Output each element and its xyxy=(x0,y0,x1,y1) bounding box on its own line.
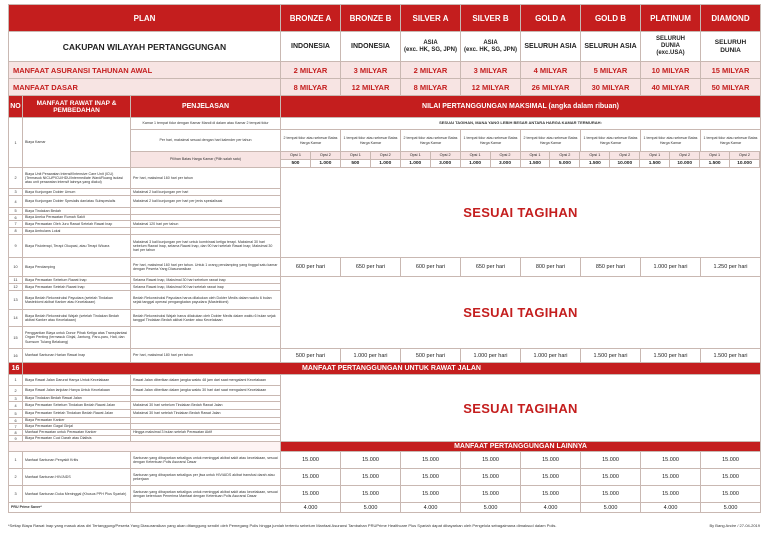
annual-benefit-value: 2 MILYAR xyxy=(281,62,341,79)
opsi-label: Opsi 1 xyxy=(461,152,491,159)
row-benefit-name: Biaya Tindakan Bedah Rawat Jalan xyxy=(23,396,131,402)
row-benefit-name: Biaya Perawatan Setelah Rawat Inap xyxy=(23,284,131,291)
row-benefit-name: Biaya Aneka Perawatan Rumah Sakit xyxy=(23,215,131,221)
prime-saver-spacer xyxy=(131,503,281,513)
row-explanation: Per hari, maksimal 160 hari per tahun xyxy=(131,168,281,189)
row-benefit-name: Biaya Rawat Jalan lanjutan Hanya Untuk Kecelakaan xyxy=(23,386,131,396)
row-benefit-name: Manfaat Santunan HIV/AIDS xyxy=(23,469,131,486)
other-benefit-value: 15.000 xyxy=(341,486,401,503)
room-option: 1 tempat tidur atau sebesar Batas Harga Kamar xyxy=(461,130,521,152)
companion-value: 650 per hari xyxy=(461,258,521,277)
other-benefit-value: 15.000 xyxy=(701,486,761,503)
row-explanation xyxy=(131,228,281,235)
row-explanation: Maksimal 30 hari setelah Tindakan Bedah Rawat Jalan xyxy=(131,410,281,418)
row-no: 5 xyxy=(9,410,23,418)
other-benefit-value: 15.000 xyxy=(521,486,581,503)
row-explanation: Maksimal 2 kali kunjungan per hari per jenis spesialisasi xyxy=(131,196,281,208)
row-no: 8 xyxy=(9,430,23,436)
room-explanation-1: Kamar 1 tempat tidur dengan Kamar Mandi di dalam atau Kamar 2 tempat tidur xyxy=(131,118,281,130)
opsi-value: 1.500 xyxy=(640,160,670,167)
basic-benefit-value: 12 MILYAR xyxy=(341,79,401,96)
basic-benefit-value: 26 MILYAR xyxy=(521,79,581,96)
row-no: 3 xyxy=(9,396,23,402)
row-no: 1 xyxy=(9,452,23,469)
row-no: 9 xyxy=(9,436,23,442)
plan-name: SILVER A xyxy=(401,5,461,32)
row-explanation: Selama Rawat Inap, Maksimal 90 hari setelah rawat inap xyxy=(131,284,281,291)
row-explanation: Maksimal 3 kali kunjungan per hari untuk kombinasi ketiga terapi. Maksimal 30 hari sebelum Rawat Inap, selama Rawat Inap, dan 90 hari setelah Rawat Inap; Maksimal 30 hari per tahun xyxy=(131,235,281,258)
coverage-value: ASIA (exc. HK, SG, JPN) xyxy=(401,32,461,62)
other-benefit-value: 15.000 xyxy=(641,452,701,469)
row-benefit-name: Biaya Perawatan Gagal Ginjal xyxy=(23,424,131,430)
plan-name: BRONZE B xyxy=(341,5,401,32)
daily-cash-value: 1.000 per hari xyxy=(341,349,401,363)
other-benefit-value: 15.000 xyxy=(401,469,461,486)
row-explanation: Santunan yang dibayarkan sekaligus per jiwa untuk HIV/AIDS akibat transfusi darah atau pekerjaan xyxy=(131,469,281,486)
row-benefit-name: Biaya Kamar xyxy=(23,118,131,168)
row-explanation: Per hari, maksimal 180 hari per tahun xyxy=(131,349,281,363)
opsi-label: Opsi 2 xyxy=(670,152,700,159)
row-explanation: Selama Rawat Inap, Maksimal 30 hari sebelum rawat inap xyxy=(131,277,281,284)
other-benefit-value: 15.000 xyxy=(701,469,761,486)
prime-saver-label: PRU Prime Saver* xyxy=(9,503,131,513)
room-sesuai-note: SESUAI TAGIHAN, MANA YANG LEBIH BESAR ANTARA HARGA KAMAR TERMURAH: xyxy=(281,118,761,130)
row-explanation: Bedah Rekonstruksi Payudara harus dilakukan oleh Dokter Medis dalam waktu 6 bulan sejak tanggal operasi pengangkatan payudara (Mastektomi) xyxy=(131,291,281,310)
row-benefit-name: Biaya Tindakan Bedah xyxy=(23,208,131,215)
room-option: 1 tempat tidur atau sebesar Batas Harga Kamar xyxy=(641,130,701,152)
opsi-label: Opsi 1 xyxy=(401,152,431,159)
row-benefit-name: Manfaat Santunan Penyakit Kritis xyxy=(23,452,131,469)
row-benefit-name: Biaya Pendamping xyxy=(23,258,131,277)
room-option: 1 tempat tidur atau sebesar Batas Harga Kamar xyxy=(701,130,761,152)
opsi-label: Opsi 2 xyxy=(491,152,521,159)
row-no: 1 xyxy=(9,118,23,168)
companion-value: 1.250 per hari xyxy=(701,258,761,277)
plan-name: PLATINUM xyxy=(641,5,701,32)
other-benefit-value: 15.000 xyxy=(641,469,701,486)
companion-value: 600 per hari xyxy=(281,258,341,277)
row-no: 14 xyxy=(9,310,23,327)
companion-value: 1.000 per hari xyxy=(641,258,701,277)
companion-value: 850 per hari xyxy=(581,258,641,277)
annual-benefit-value: 10 MILYAR xyxy=(641,62,701,79)
annual-benefit-value: 4 MILYAR xyxy=(521,62,581,79)
row-benefit-name: Biaya Perawatan Oleh Juru Rawat Setelah Rawat Inap xyxy=(23,221,131,228)
other-benefit-value: 15.000 xyxy=(461,469,521,486)
room-option: 1 tempat tidur atau sebesar Batas Harga Kamar xyxy=(581,130,641,152)
room-option: 2 tempat tidur atau sebesar Batas Harga Kamar xyxy=(281,130,341,152)
other-benefit-value: 15.000 xyxy=(581,469,641,486)
daily-cash-value: 1.000 per hari xyxy=(521,349,581,363)
daily-cash-value: 500 per hari xyxy=(281,349,341,363)
prime-saver-value: 4.000 xyxy=(641,503,701,513)
other-benefit-value: 15.000 xyxy=(521,452,581,469)
basic-benefit-value: 12 MILYAR xyxy=(461,79,521,96)
row-explanation: Maksimal 2 kali kunjungan per hari xyxy=(131,189,281,196)
other-benefit-value: 15.000 xyxy=(401,452,461,469)
row-no: 10 xyxy=(9,258,23,277)
basic-benefit-value: 30 MILYAR xyxy=(581,79,641,96)
row-benefit-name: Biaya Perawatan Setelah Tindakan Bedah Rawat Jalan xyxy=(23,410,131,418)
basic-benefit-value: 8 MILYAR xyxy=(281,79,341,96)
row-explanation: Rawat Jalan diberikan dalam jangka waktu 30 hari dari saat mengalami Kecelakaan xyxy=(131,386,281,396)
other-spacer xyxy=(9,442,281,452)
opsi-value: 1.500 xyxy=(700,160,730,167)
opsi-label: Opsi 2 xyxy=(550,152,580,159)
row-no: 16 xyxy=(9,349,23,363)
prime-saver-value: 5.000 xyxy=(461,503,521,513)
row-benefit-name: Biaya Unit Perawatan Intensif/Intensive Care Unit (ICU) (Termasuk NICU/PICU/HDU/Intermediate Ward/Ruang isolasi atau unit perawatan intensif lainnya yang diakui) xyxy=(23,168,131,189)
opsi-value: 5.000 xyxy=(550,160,580,167)
other-benefit-value: 15.000 xyxy=(281,469,341,486)
row-no: 2 xyxy=(9,168,23,189)
col-benefit-header: MANFAAT RAWAT INAP & PEMBEDAHAN xyxy=(23,96,131,118)
row-no: 3 xyxy=(9,486,23,503)
opsi-value: 1.500 xyxy=(521,160,551,167)
row-no: 13 xyxy=(9,291,23,310)
opsi-value: 1.500 xyxy=(580,160,610,167)
opsi-label: Opsi 1 xyxy=(580,152,610,159)
annual-benefit-value: 3 MILYAR xyxy=(461,62,521,79)
row-no: 2 xyxy=(9,469,23,486)
opsi-label: Opsi 1 xyxy=(281,152,311,159)
row-benefit-name: Biaya Bedah Rekonstruksi Payudara (setelah Tindakan Mastektomi akibat Kanker atau Kecelakaan) xyxy=(23,291,131,310)
opsi-value: 1.000 xyxy=(401,160,431,167)
row-benefit-name: Biaya Kunjungan Dokter Umum xyxy=(23,189,131,196)
row-no: 7 xyxy=(9,424,23,430)
row-explanation: Santunan yang dibayarkan sekaligus untuk meninggal akibat sakit atau kecelakaan, sesuai dengan ketentuan Penerima Manfaat dengan Ketentuan Polis Asuransi Dasar xyxy=(131,486,281,503)
row-explanation: Bedah Rekonstruksi Wajah harus dilakukan oleh Dokter Medis dalam waktu 6 bulan sejak tanggal Tindakan Bedah akibat Kanker atau Kecelakaan xyxy=(131,310,281,327)
other-benefit-value: 15.000 xyxy=(521,469,581,486)
other-benefit-value: 15.000 xyxy=(581,486,641,503)
sesuai-tagihan-block: SESUAI TAGIHAN xyxy=(281,168,761,258)
companion-value: 650 per hari xyxy=(341,258,401,277)
opsi-value: 3.000 xyxy=(491,160,521,167)
row-explanation: Hingga maksimal 3 bulan setelah Perawatan Aktif xyxy=(131,430,281,436)
row-explanation xyxy=(131,327,281,349)
opsi-label: Opsi 2 xyxy=(610,152,640,159)
row-benefit-name: Manfaat Santunan Duka Meninggal (Khusus PPH Plus Syariah) xyxy=(23,486,131,503)
row-benefit-name: Manfaat Perawatan untuk Perawatan Kanker xyxy=(23,430,131,436)
row-benefit-name: Biaya Ambulans Lokal xyxy=(23,228,131,235)
opsi-value: 1.000 xyxy=(371,160,401,167)
basic-benefit-value: 8 MILYAR xyxy=(401,79,461,96)
plan-name: DIAMOND xyxy=(701,5,761,32)
annual-benefit-value: 2 MILYAR xyxy=(401,62,461,79)
prime-saver-value: 5.000 xyxy=(341,503,401,513)
col-max-value-header: NILAI PERTANGGUNGAN MAKSIMAL (angka dalam ribuan) xyxy=(281,96,761,118)
col-no-header: NO xyxy=(9,96,23,118)
opsi-label: Opsi 1 xyxy=(341,152,371,159)
row-benefit-name: Biaya Fisioterapi, Terapi Okupasi, atau Terapi Wicara xyxy=(23,235,131,258)
opsi-value: 1.000 xyxy=(311,160,341,167)
row-no: 3 xyxy=(9,189,23,196)
opsi-value: 10.000 xyxy=(730,160,760,167)
footer xyxy=(8,523,760,528)
annual-benefit-value: 3 MILYAR xyxy=(341,62,401,79)
row-no: 1 xyxy=(9,375,23,386)
opsi-label: Opsi 1 xyxy=(700,152,730,159)
other-benefit-value: 15.000 xyxy=(461,452,521,469)
prime-saver-value: 5.000 xyxy=(701,503,761,513)
opsi-label: Opsi 2 xyxy=(371,152,401,159)
room-option: 2 tempat tidur atau sebesar Batas Harga Kamar xyxy=(521,130,581,152)
room-explanation-3: Pilihan Batas Harga Kamar (Pilih salah satu) xyxy=(131,152,281,168)
plan-name: SILVER B xyxy=(461,5,521,32)
coverage-value: SELURUH ASIA xyxy=(521,32,581,62)
prime-saver-value: 4.000 xyxy=(401,503,461,513)
row-explanation: Maksimal 30 hari sebelum Tindakan Bedah Rawat Jalan xyxy=(131,402,281,410)
other-benefit-value: 15.000 xyxy=(461,486,521,503)
row-explanation xyxy=(131,208,281,215)
annual-benefit-value: 5 MILYAR xyxy=(581,62,641,79)
daily-cash-value: 500 per hari xyxy=(401,349,461,363)
row-benefit-name: Biaya Perawatan Cuci Darah atau Dialisis xyxy=(23,436,131,442)
annual-benefit-label: MANFAAT ASURANSI TAHUNAN AWAL xyxy=(9,62,281,79)
row-no: 6 xyxy=(9,215,23,221)
prime-saver-value: 4.000 xyxy=(521,503,581,513)
coverage-value: INDONESIA xyxy=(341,32,401,62)
annual-benefit-value: 15 MILYAR xyxy=(701,62,761,79)
opsi-label: Opsi 1 xyxy=(521,152,551,159)
row-no: 7 xyxy=(9,221,23,228)
prime-saver-value: 5.000 xyxy=(581,503,641,513)
benefit-sheet xyxy=(8,4,760,513)
row-benefit-name: Biaya Bedah Rekonstruksi Wajah (setelah Tindakan Bedah akibat Kanker atau Kecelakaan) xyxy=(23,310,131,327)
room-option: 1 tempat tidur atau sebesar Batas Harga Kamar xyxy=(341,130,401,152)
basic-benefit-value: 50 MILYAR xyxy=(701,79,761,96)
coverage-value: ASIA (exc. HK, SG, JPN) xyxy=(461,32,521,62)
opsi-value: 10.000 xyxy=(610,160,640,167)
benefit-table xyxy=(8,4,761,513)
plan-name: GOLD A xyxy=(521,5,581,32)
row-no: 15 xyxy=(9,327,23,349)
other-title: MANFAAT PERTANGGUNGAN LAINNYA xyxy=(281,442,761,452)
other-benefit-value: 15.000 xyxy=(341,452,401,469)
plan-name: GOLD B xyxy=(581,5,641,32)
row-no: 12 xyxy=(9,284,23,291)
prime-saver-value: 4.000 xyxy=(281,503,341,513)
coverage-value: SELURUH ASIA xyxy=(581,32,641,62)
opsi-value: 1.000 xyxy=(461,160,491,167)
row-benefit-name: Biaya Perawatan Sebelum Tindakan Bedah Rawat Jalan xyxy=(23,402,131,410)
daily-cash-value: 1.000 per hari xyxy=(461,349,521,363)
basic-benefit-label: MANFAAT DASAR xyxy=(9,79,281,96)
row-no: 4 xyxy=(9,402,23,410)
row-benefit-name: Biaya Kunjungan Dokter Spesialis dan/atau Subspesialis xyxy=(23,196,131,208)
daily-cash-value: 1.500 per hari xyxy=(701,349,761,363)
other-benefit-value: 15.000 xyxy=(341,469,401,486)
other-benefit-value: 15.000 xyxy=(281,452,341,469)
row-no: 6 xyxy=(9,418,23,424)
daily-cash-value: 1.500 per hari xyxy=(641,349,701,363)
col-explanation-header: PENJELASAN xyxy=(131,96,281,118)
row-explanation: Santunan yang dibayarkan sekaligus untuk meninggal akibat sakit atau kecelakaan, sesuai dengan Ketentuan Polis Asuransi Dasar xyxy=(131,452,281,469)
coverage-value: SELURUH DUNIA xyxy=(701,32,761,62)
row-no: 4 xyxy=(9,196,23,208)
other-benefit-value: 15.000 xyxy=(641,486,701,503)
opsi-value: 10.000 xyxy=(670,160,700,167)
opsi-labels xyxy=(281,152,761,160)
row-explanation: Rawat Jalan diberikan dalam jangka waktu 48 jam dari saat mengalami Kecelakaan xyxy=(131,375,281,386)
sesuai-tagihan-block: SESUAI TAGIHAN xyxy=(281,375,761,442)
row-no: 9 xyxy=(9,235,23,258)
other-benefit-value: 15.000 xyxy=(281,486,341,503)
row-no: 2 xyxy=(9,386,23,396)
row-benefit-name: Biaya Perawatan Kanker xyxy=(23,418,131,424)
row-benefit-name: Biaya Rawat Jalan Darurat Hanya Untuk Kecelakaan xyxy=(23,375,131,386)
other-benefit-value: 15.000 xyxy=(701,452,761,469)
opsi-label: Opsi 1 xyxy=(640,152,670,159)
opsi-value: 500 xyxy=(341,160,371,167)
row-benefit-name: Biaya Perawatan Sebelum Rawat Inap xyxy=(23,277,131,284)
outpatient-no: 16 xyxy=(9,363,23,375)
companion-value: 600 per hari xyxy=(401,258,461,277)
plan-label: PLAN xyxy=(9,5,281,32)
sesuai-tagihan-block: SESUAI TAGIHAN xyxy=(281,277,761,349)
coverage-label: CAKUPAN WILAYAH PERTANGGUNGAN xyxy=(9,32,281,62)
daily-cash-value: 1.500 per hari xyxy=(581,349,641,363)
opsi-label: Opsi 2 xyxy=(311,152,341,159)
opsi-value: 500 xyxy=(281,160,311,167)
opsi-label: Opsi 2 xyxy=(431,152,461,159)
row-no: 11 xyxy=(9,277,23,284)
row-benefit-name: Manfaat Santunan Harian Rawat Inap xyxy=(23,349,131,363)
footer-credit: By Bang Andre / 27-04-2019 xyxy=(709,523,760,528)
coverage-value: SELURUH DUNIA (exc.USA) xyxy=(641,32,701,62)
room-option: 2 tempat tidur atau sebesar Batas Harga Kamar xyxy=(401,130,461,152)
room-explanation-2: Per hari, maksimal sesuai dengan hari kalender per tahun xyxy=(131,130,281,152)
opsi-value: 3.000 xyxy=(431,160,461,167)
opsi-values xyxy=(281,160,761,168)
other-benefit-value: 15.000 xyxy=(401,486,461,503)
companion-value: 800 per hari xyxy=(521,258,581,277)
row-no: 5 xyxy=(9,208,23,215)
plan-name: BRONZE A xyxy=(281,5,341,32)
other-benefit-value: 15.000 xyxy=(581,452,641,469)
coverage-value: INDONESIA xyxy=(281,32,341,62)
outpatient-title: MANFAAT PERTANGGUNGAN UNTUK RAWAT JALAN xyxy=(23,363,761,375)
row-no: 8 xyxy=(9,228,23,235)
footer-note: *Setiap Biaya Rawat Inap yang masuk atas diri Tertanggung/Peserta Yang Diasuransikan yang akan ditanggung sendiri oleh Pemegang Polis hingga jumlah tertentu sebelum Manfaat Asuransi Tambahan PRUPrime Healthcare Plus Syariah dapat dibayarkan oleh Pengelola sebagaimana dimaksud dalam Polis. xyxy=(8,523,557,528)
basic-benefit-value: 40 MILYAR xyxy=(641,79,701,96)
row-explanation: Per hari, maksimal 160 hari per tahun. Untuk 1 orang pendamping yang tinggal satu kamar dengan Peserta Yang Diasuransikan xyxy=(131,258,281,277)
row-explanation: Maksimal 120 hari per tahun xyxy=(131,221,281,228)
row-benefit-name: Penggantian Biaya untuk Donor Pihak Ketiga atas Transplantasi Organ Penting (termasuk Ginjal, Jantung, Paru-paru, Hati, dan Sumsum Tulang Belakang) xyxy=(23,327,131,349)
opsi-label: Opsi 2 xyxy=(730,152,760,159)
